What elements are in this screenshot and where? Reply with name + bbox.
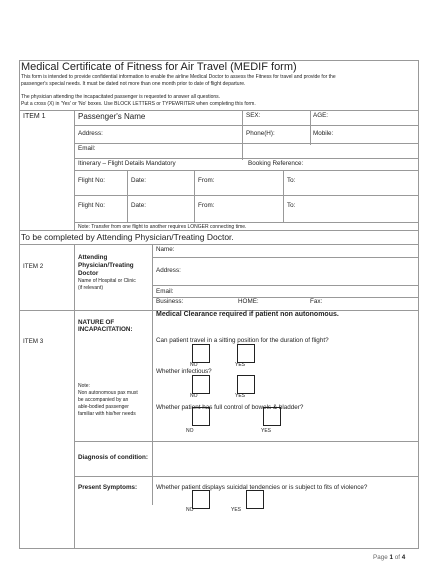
item2-heading-3: Doctor [78,270,99,277]
divider [152,257,419,258]
to-label: To: [287,202,296,209]
divider [74,441,419,442]
physician-heading: To be completed by Attending Physician/Treating Doctor. [21,232,234,242]
business-phone-label: Business: [156,298,184,305]
present-symptoms-label: Present Symptoms: [78,484,138,491]
physician-address-label: Address: [156,267,181,274]
fax-label: Fax: [310,298,323,305]
divider [74,158,419,159]
divider [127,170,128,222]
flight-no-label: Flight No: [78,202,105,209]
yes-label: YES [235,393,246,399]
yes-checkbox[interactable] [237,344,255,363]
passenger-name-label: Passenger's Name [78,112,146,121]
item3-label: ITEM 3 [23,338,44,345]
phone-label: Phone(H): [246,130,275,137]
item3-heading-2: INCAPACITATION: [78,326,133,333]
no-checkbox[interactable] [192,375,210,394]
home-phone-label: HOME: [238,298,259,305]
note-line-1: Non autonomous pax must [78,390,138,396]
divider [194,170,195,222]
from-label: From: [198,202,215,209]
item2-label: ITEM 2 [23,263,44,270]
divider [19,244,419,245]
intro-text-2: passenger's special needs. It must be dated not more than one month prior to date of flight departure. [21,81,246,87]
clearance-heading: Medical Clearance required if patient non autonomous. [156,311,339,318]
hospital-label-1: Name of Hospital or Clinic [78,278,136,284]
age-label: AGE: [313,112,329,119]
note-line-4: familiar with his/her needs [78,411,136,417]
no-checkbox[interactable] [192,344,210,363]
page-word: Page [373,554,388,561]
divider [152,244,153,505]
no-label: NO [190,393,198,399]
item2-heading-2: Physician/Treating [78,262,134,269]
email-label: Email: [78,145,96,152]
divider [74,222,419,223]
no-label: NO [190,362,198,368]
divider [283,170,284,222]
item1-label: ITEM 1 [23,113,46,120]
of-word: of [394,554,400,561]
instruction-text-1: The physician attending the incapacitated passenger is requested to answer all questions. [21,94,221,100]
item3-heading-1: NATURE OF [78,319,115,326]
mobile-label: Mobile: [313,130,334,137]
booking-reference-label: Booking Reference: [248,160,304,167]
divider [74,195,419,196]
question-sitting: Can patient travel in a sitting position for the duration of flight? [156,337,329,344]
no-label: NO [186,507,194,513]
page-total: 4 [401,554,406,561]
question-bowels-bladder: Whether patient has full control of bowels & bladder? [156,404,304,411]
intro-text-1: This form is intended to provide confidential information to enable the airline Medical Doctor to assess the Fitness for travel and provide for the [21,74,336,80]
yes-checkbox[interactable] [237,375,255,394]
item2-heading-1: Attending [78,254,108,261]
no-checkbox[interactable] [192,490,210,509]
transfer-note: Note: Transfer from one flight to another requires LONGER connecting time. [78,224,247,230]
hospital-label-2: (if relevant) [78,285,104,291]
yes-label: YES [231,507,242,513]
page-number: 1 [389,554,393,561]
divider [152,285,419,286]
date-label: Date: [131,202,147,209]
flight-no-label: Flight No: [78,177,105,184]
divider [242,110,243,160]
divider [74,143,419,144]
itinerary-label: Itinerary – Flight Details Mandatory [78,160,176,167]
question-suicidal: Whether patient displays suicidal tendencies or is subject to fits of violence? [156,484,368,491]
sex-label: SEX: [246,112,261,119]
to-label: To: [287,177,296,184]
physician-name-label: Name: [156,246,175,253]
address-label: Address: [78,130,103,137]
no-label: NO [186,428,194,434]
form-title: Medical Certificate of Fitness for Air Travel (MEDIF form) [21,61,297,73]
note-line-2: be accompanied by an [78,397,129,403]
note-label: Note: [78,383,90,389]
yes-label: YES [261,428,272,434]
divider [74,476,419,477]
note-line-3: able-bodied passenger [78,404,129,410]
divider [310,110,311,145]
instruction-text-2: Put a cross (X) in 'Yes' or 'No' boxes. Use BLOCK LETTERS or TYPEWRITER when completing this form. [21,101,256,107]
question-infectious: Whether infectious? [156,368,212,375]
diagnosis-label: Diagnosis of condition: [78,454,148,461]
divider [152,297,419,298]
divider [19,110,419,111]
from-label: From: [198,177,215,184]
page-indicator [373,555,405,561]
divider [74,476,75,549]
yes-checkbox[interactable] [246,490,264,509]
divider [19,230,419,231]
divider [74,125,419,126]
physician-email-label: Email: [156,288,174,295]
divider [74,170,419,171]
date-label: Date: [131,177,147,184]
yes-label: YES [235,362,246,368]
